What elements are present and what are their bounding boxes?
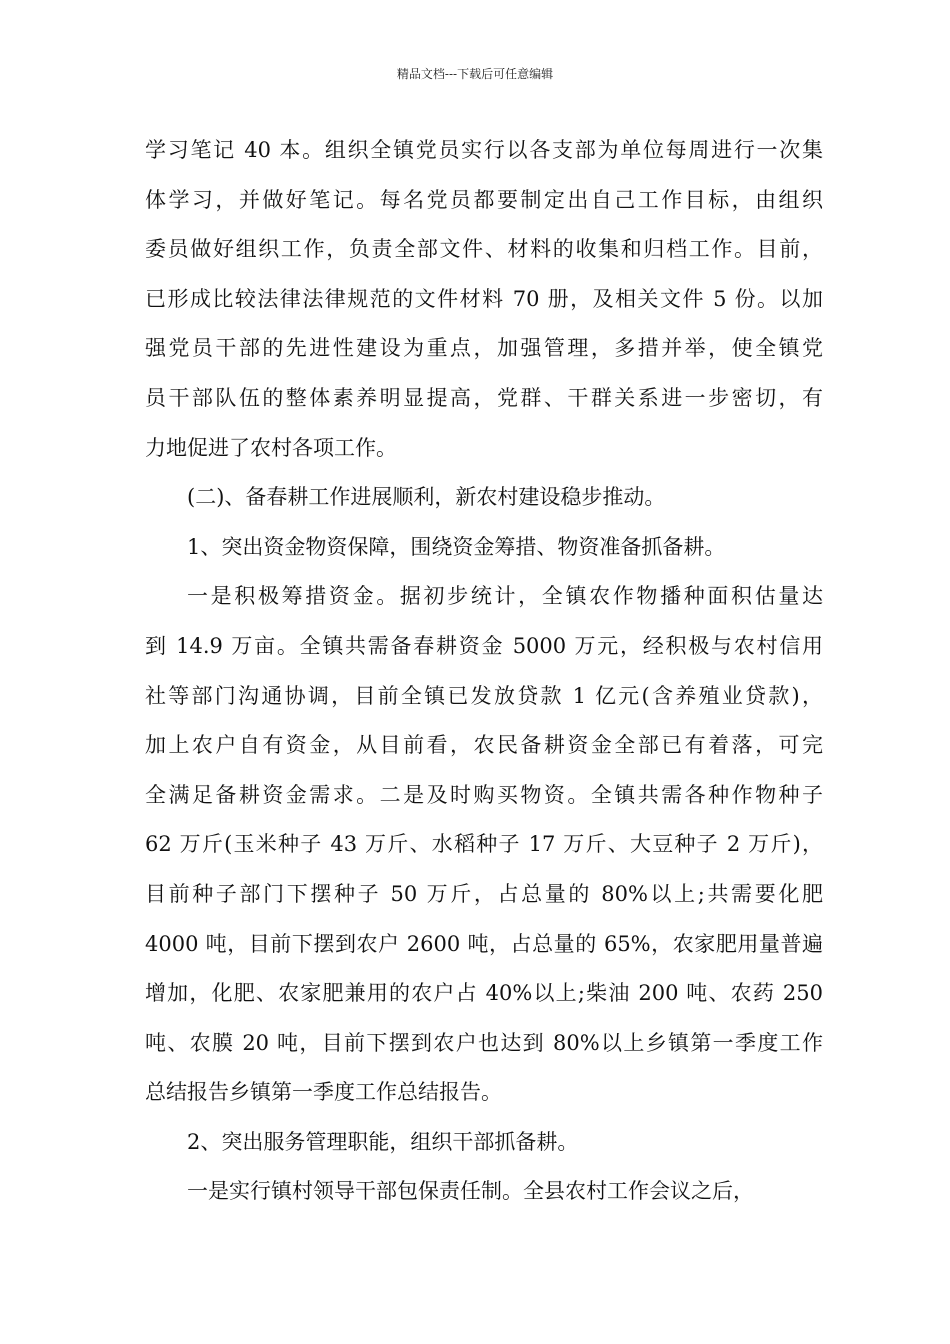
text-line: 总结报告乡镇第一季度工作总结报告。 [145, 1080, 502, 1105]
text-line: 已形成比较法律法律规范的文件材料 70 册，及相关文件 5 份。以加 [145, 286, 823, 311]
text-line: 力地促进了农村各项工作。 [145, 435, 397, 460]
text-line: 加上农户自有资金，从目前看，农民备耕资金全部已有着落，可完 [145, 733, 823, 758]
page-header: 精品文档---下载后可任意编辑 [396, 67, 554, 81]
text-line: 4000 吨，目前下摆到农户 2600 吨，占总量的 65%，农家肥用量普遍 [145, 931, 823, 956]
text-line: 目前种子部门下摆种子 50 万斤，占总量的 80%以上;共需要化肥 [145, 881, 823, 906]
text-line: 62 万斤(玉米种子 43 万斤、水稻种子 17 万斤、大豆种子 2 万斤)， [145, 832, 823, 857]
text-line: 到 14.9 万亩。全镇共需备春耕资金 5000 万元，经积极与农村信用 [145, 633, 823, 658]
text-line: 委员做好组织工作，负责全部文件、材料的收集和归档工作。目前， [145, 237, 823, 262]
section-heading: (二)、备春耕工作进展顺利，新农村建设稳步推动。 [187, 485, 666, 510]
text-line: 强党员干部的先进性建设为重点，加强管理，多措并举，使全镇党 [145, 336, 823, 361]
text-line: 增加，化肥、农家肥兼用的农户占 40%以上;柴油 200 吨、农药 250 [145, 981, 823, 1006]
text-line: 吨、农膜 20 吨，目前下摆到农户也达到 80%以上乡镇第一季度工作 [145, 1030, 823, 1055]
text-line: 学习笔记 40 本。组织全镇党员实行以各支部为单位每周进行一次集 [145, 138, 823, 162]
text-line: 全满足备耕资金需求。二是及时购买物资。全镇共需各种作物种子 [145, 782, 823, 807]
subsection-heading: 2、突出服务管理职能，组织干部抓备耕。 [187, 1129, 579, 1154]
body-text [145, 126, 823, 1217]
text-line: 社等部门沟通协调，目前全镇已发放贷款 1 亿元(含养殖业贷款)， [145, 683, 823, 708]
text-line: 员干部队伍的整体素养明显提高，党群、干群关系进一步密切，有 [145, 385, 823, 410]
text-line: 一是积极筹措资金。据初步统计，全镇农作物播种面积估量达 [187, 584, 823, 609]
text-line: 一是实行镇村领导干部包保责任制。全县农村工作会议之后， [187, 1179, 754, 1204]
subsection-heading: 1、突出资金物资保障，围绕资金筹措、物资准备抓备耕。 [187, 534, 726, 559]
text-line: 体学习，并做好笔记。每名党员都要制定出自己工作目标，由组织 [145, 187, 823, 212]
